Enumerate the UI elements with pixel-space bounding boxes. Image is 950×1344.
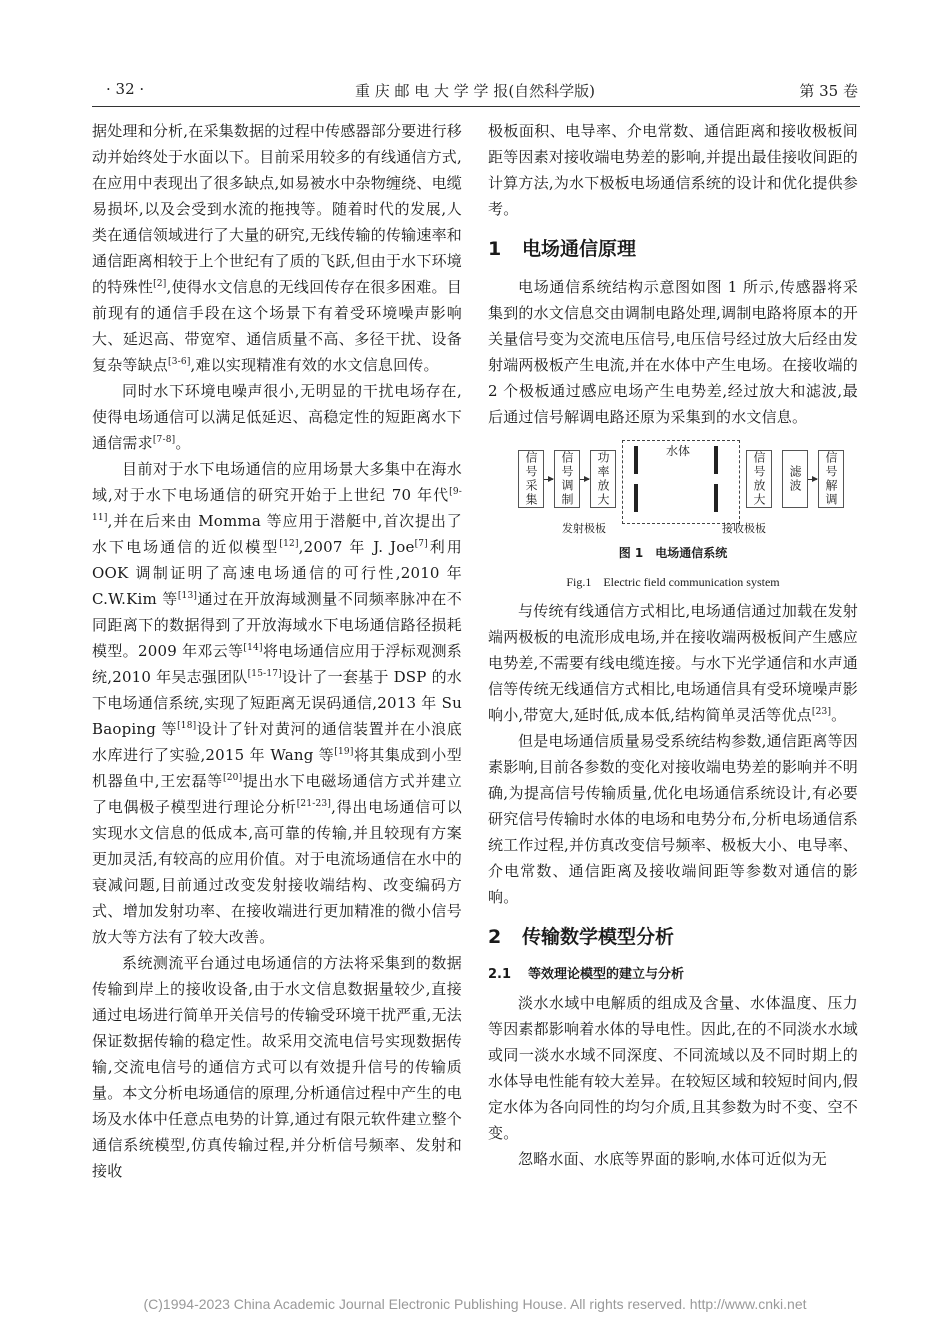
paragraph: 同时水下环境电噪声很小,无明显的干扰电场存在,使得电场通信可以满足低延迟、高稳定性的短距离水下通信需求[7-8]。 (92, 382, 462, 452)
figure-caption-zh: 图 1 电场通信系统 (618, 546, 728, 560)
tx-plate-bottom (634, 484, 638, 512)
section-heading: 1 电场通信原理 (488, 238, 637, 260)
right-column (488, 118, 858, 1172)
rx-plate-top (714, 446, 718, 474)
citation: [18] (177, 721, 197, 731)
paragraph: 淡水水域中电解质的组成及含量、水体温度、压力等因素都影响着水体的导电性。因此,在的不同淡水水域或同一淡水水域不同深度、不同流域以及不同时期上的水体导电性能有较大差异。在较短区域和较短时间内,假定水体为各向同性的均匀介质,且其参数为时不变、空不变。 (488, 994, 858, 1142)
paragraph: 忽略水面、水底等界面的影响,水体可近似为无 (518, 1150, 827, 1168)
paragraph: 但是电场通信质量易受系统结构参数,通信距离等因素影响,目前各参数的变化对接收端电势差的影响并不明确,为提高信号传输质量,优化电场通信系统设计,有必要研究信号传输时水体的电场和电势分布,分析电场通信系统工作过程,并仿真改变信号频率、极板大小、电导率、介电常数、通信距离及接收端间距等参数对通信的影响。 (488, 732, 858, 906)
paragraph: 极板面积、电导率、介电常数、通信距离和接收极板间距等因素对接收端电势差的影响,并提出最佳接收间距的计算方法,为水下极板电场通信系统的设计和优化提供参考。 (488, 122, 858, 218)
subsection-heading: 2.1 等效理论模型的建立与分析 (488, 967, 685, 982)
figure-caption-en: Fig.1 Electric field communication system (566, 575, 780, 589)
tx-plate-top (634, 446, 638, 474)
water-label: 水体 (666, 444, 691, 458)
header-rule (92, 106, 860, 107)
paragraph: 电场通信系统结构示意图如图 1 所示,传感器将采集到的水文信息交由调制电路处理,调制电路将原本的开关量信号变为交流电压信号,电压信号经过放大后经由发射端两极板产生电流,并在水体中产生电场。在接收端的 2 个极板通过感应电场产生电势差,经过放大和滤波,最后通过信号解调电路还原为采集到的水文信息。 (488, 278, 858, 426)
left-column (92, 118, 462, 1184)
citation: [9-11] (92, 487, 462, 523)
box-signal-demodulation: 信号解调 (818, 450, 844, 508)
arrow (544, 479, 553, 480)
paragraph: 系统测流平台通过电场通信的方法将采集到的数据传输到岸上的接收设备,由于水文信息数据量较少,直接通过电场进行简单开关信号的传输受环境干扰严重,无法保证数据传输的稳定性。故采用交流电信号实现数据传输,交流电信号的通信方式可以有效提升信号的传输质量。本文分析电场通信的原理,分析通信过程中产生的电场及水体中任意点电势的计算,通过有限元软件建立整个通信系统模型,仿真传输过程,并分析信号频率、发射和接收 (92, 954, 462, 1180)
rx-plate-label: 接收极板 (722, 522, 766, 535)
box-signal-acquisition: 信号采集 (518, 450, 544, 508)
citation: [7-8] (152, 435, 176, 445)
arrow (580, 479, 589, 480)
citation: [7] (414, 539, 428, 549)
citation: [20] (223, 773, 243, 783)
citation: [14] (243, 643, 263, 653)
citation: [13] (177, 591, 198, 601)
box-filter: 滤波 (782, 450, 808, 508)
figure-1-diagram (488, 438, 858, 572)
citation: [15-17] (247, 669, 282, 679)
box-power-amplifier: 功率放大 (590, 450, 616, 508)
citation: [12] (279, 539, 299, 549)
citation: [2] (153, 279, 167, 289)
arrow (808, 479, 817, 480)
paragraph: 与传统有线通信方式相比,电场通信通过加载在发射端两极板的电流形成电场,并在接收端两极板间产生感应电势差,不需要有线电缆连接。与水下光学通信和水声通信等传统无线通信方式相比,电场通信具有受环境噪声影响小,带宽大,延时低,成本低,结构简单灵活等优点[23]。 (488, 602, 858, 724)
page-number: · 32 · (106, 80, 145, 98)
box-signal-amplifier: 信号放大 (746, 450, 772, 508)
citation: [19] (334, 747, 354, 757)
footer-copyright: (C)1994-2023 China Academic Journal Electronic Publishing House. All rights reserved. http://www.cnki.net (143, 1296, 807, 1312)
citation: [21-23] (296, 799, 332, 809)
box-signal-modulation: 信号调制 (554, 450, 580, 508)
citation: [23] (811, 707, 832, 717)
citation: [3-6] (168, 357, 191, 367)
volume-number: 第 35 卷 (799, 82, 858, 100)
section-heading: 2 传输数学模型分析 (488, 926, 675, 948)
journal-title: 重 庆 邮 电 大 学 学 报(自然科学版) (354, 82, 596, 100)
tx-plate-label: 发射极板 (562, 522, 606, 535)
rx-plate-bottom (714, 484, 718, 512)
paragraph: 据处理和分析,在采集数据的过程中传感器部分要进行移动并始终处于水面以下。目前采用较多的有线通信方式,在应用中表现出了很多缺点,如易被水中杂物缠绕、电缆易损坏,以及会受到水流的拖拽等。随着时代的发展,人类在通信领域进行了大量的研究,无线传输的传输速率和通信距离相较于上个世纪有了质的飞跃,但由于水下环境的特殊性[2],使得水文信息的无线回传存在很多困难。目前现有的通信手段在这个场景下有着受环境噪声影响大、延迟高、带宽窄、通信质量不高、多径干扰、设备复杂等缺点[3-6],难以实现精准有效的水文信息回传。 (92, 122, 462, 374)
paragraph: 目前对于水下电场通信的应用场景大多集中在海水域,对于水下电场通信的研究开始于上世纪 70 年代[9-11],并在后来由 Momma 等应用于潜艇中,首次提出了水下电场通信的近似模型[12],2007 年 J. Joe[7]利用 OOK 调制证明了高速电场通信的可行性,2010 年 C.W.Kim 等[13]通过在开放海域测量不同频率脉冲在不同距离下的数据得到了开放海域水下电场通信路径损耗模型。2009 年邓云等[14]将电场通信应用于浮标观测系统,2010 年吴志强团队[15-17]设计了一套基于 DSP 的水下电场通信系统,实现了短距离无误码通信,2013 年 Su Baoping 等[18]设计了针对黄河的通信装置并在小浪底水库进行了实验,2015 年 Wang 等[19]将其集成到小型机器鱼中,王宏磊等[20]提出水下电磁场通信方式并建立了电偶极子模型进行理论分析[21-23],得出电场通信可以实现水文信息的低成本,高可靠的传输,并且较现有方案更加灵活,有较高的应用价值。对于电流场通信在水中的衰减问题,目前通过改变发射接收端结构、改变编码方式、增加发射功率、在接收端进行更加精准的微小信号放大等方法有了较大改善。 (92, 460, 463, 946)
